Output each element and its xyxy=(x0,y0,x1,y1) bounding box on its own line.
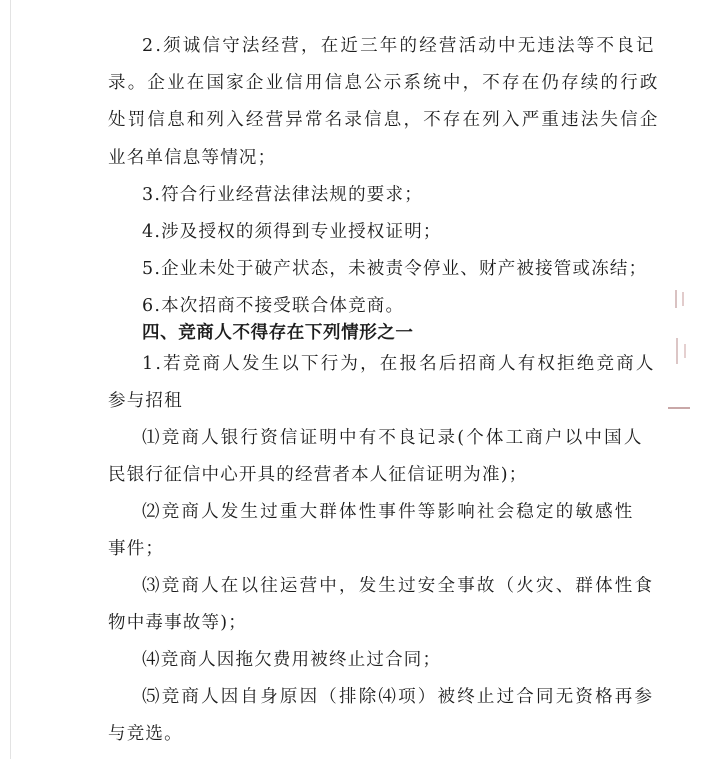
seal-fragment xyxy=(676,338,678,364)
sub-item-1-line-1: ⑴竞商人银行资信证明中有不良记录(个体工商户以中国人 xyxy=(142,428,644,448)
sub-item-4: ⑷竞商人因拖欠费用被终止过合同； xyxy=(142,650,442,670)
clause-5: 5.企业未处于破产状态，未被责令停业、财产被接管或冻结； xyxy=(142,259,648,279)
clause-2-line-1: 2.须诚信守法经营，在近三年的经营活动中无违法等不良记 xyxy=(142,36,656,56)
section-heading-4: 四、竞商人不得存在下列情形之一 xyxy=(142,323,414,343)
clause-2-line-3: 处罚信息和列入经营异常名录信息，不存在列入严重违法失信企 xyxy=(108,110,660,130)
clause-2-line-4: 业名单信息等情况； xyxy=(108,148,277,168)
item-1-line-2: 参与招租 xyxy=(108,391,183,411)
seal-edge-mark xyxy=(668,407,690,409)
clause-2-line-2: 录。企业在国家企业信用信息公示系统中，不存在仍存续的行政 xyxy=(108,73,660,93)
sub-item-5-line-1: ⑸竞商人因自身原因（排除⑷项）被终止过合同无资格再参 xyxy=(142,687,655,707)
sub-item-3-line-2: 物中毒事故等)； xyxy=(108,613,247,633)
sub-item-2-line-1: ⑵竞商人发生过重大群体性事件等影响社会稳定的敏感性 xyxy=(142,502,635,522)
sub-item-5-line-2: 与竞选。 xyxy=(108,724,183,744)
clause-6: 6.本次招商不接受联合体竞商。 xyxy=(142,296,405,316)
clause-3: 3.符合行业经营法律法规的要求； xyxy=(142,185,423,205)
seal-fragment xyxy=(682,292,684,306)
seal-fragment xyxy=(675,290,677,308)
sub-item-1-line-2: 民银行征信中心开具的经营者本人征信证明为准)； xyxy=(108,465,528,485)
sub-item-2-line-2: 事件； xyxy=(108,539,165,559)
item-1-line-1: 1.若竞商人发生以下行为，在报名后招商人有权拒绝竞商人 xyxy=(142,354,656,374)
clause-4: 4.涉及授权的须得到专业授权证明； xyxy=(142,222,442,242)
seal-fragment xyxy=(684,344,686,358)
sub-item-3-line-1: ⑶竞商人在以往运营中，发生过安全事故（火灾、群体性食 xyxy=(142,576,655,596)
